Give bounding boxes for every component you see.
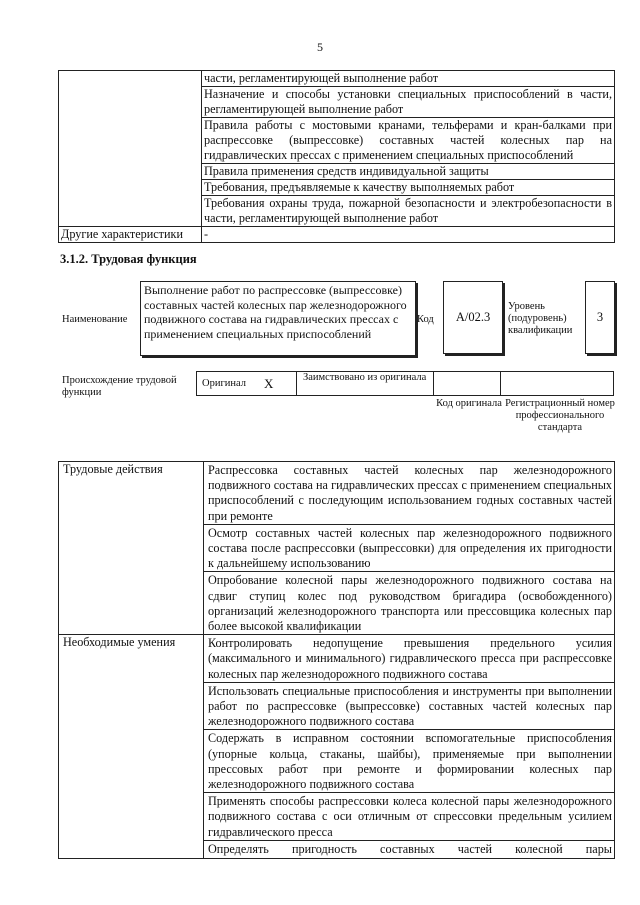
action-item: Опробование колесной пары железнодорожного подвижного состава на сдвиг ступиц колес под руководством бригадира (освобожденного) организаций железнодорожного транспорта или прессовщика колесных пар более высокой квалификации bbox=[204, 572, 615, 635]
actions-label: Трудовые действия bbox=[59, 462, 204, 635]
table-cell: Правила работы с мостовыми кранами, тельферами и кран-балками при распрессовке (выпрессовке) составных частей колесных пар на гидравлических прессах с применением специальных приспособлений bbox=[202, 118, 615, 164]
other-characteristics-value: - bbox=[202, 227, 615, 243]
reg-number-cell bbox=[501, 372, 614, 396]
origin-label: Происхождение трудовой функции bbox=[62, 375, 177, 398]
table-cell: Требования, предъявляемые к качеству выполняемых работ bbox=[202, 180, 615, 196]
code-original-caption: Код оригинала bbox=[436, 398, 502, 409]
level-value: 3 bbox=[585, 281, 615, 354]
function-code: А/02.3 bbox=[443, 281, 503, 354]
code-label: Код bbox=[417, 314, 434, 325]
table-row bbox=[197, 372, 614, 396]
top-table bbox=[58, 70, 615, 243]
code-original-cell bbox=[434, 372, 501, 396]
origin-table bbox=[196, 371, 614, 396]
section-heading: 3.1.2. Трудовая функция bbox=[60, 252, 197, 266]
table-row bbox=[59, 227, 615, 243]
skill-item: Содержать в исправном состоянии вспомогательные приспособления (упорные кольца, стаканы, шайбы), применяемые при выполнении прессовых работ при ремонте и формировании колесных пар железнодорожного подвижного состава bbox=[204, 730, 615, 793]
action-item: Распрессовка составных частей колесных пар железнодорожного подвижного состава на гидравлических прессах с применением специальных приспособлений с последующим использованием годных составных частей при ремонте bbox=[204, 462, 615, 525]
main-table bbox=[58, 461, 615, 859]
table-cell: Правила применения средств индивидуальной защиты bbox=[202, 164, 615, 180]
function-name-box bbox=[140, 281, 416, 356]
level-label: Уровень (подуровень) квалификации bbox=[508, 301, 573, 336]
original-label: Оригинал bbox=[197, 372, 263, 396]
table-cell: Требования охраны труда, пожарной безопасности и электробезопасности в части, регламентирующей выполнение работ bbox=[202, 196, 615, 227]
reg-number-caption: Регистрационный номер профессионального стандарта bbox=[505, 398, 615, 433]
page-number: 5 bbox=[317, 40, 323, 54]
empty-cell bbox=[59, 71, 202, 227]
table-cell: части, регламентирующей выполнение работ bbox=[202, 71, 615, 87]
table-row bbox=[59, 462, 615, 525]
skill-item: Контролировать недопущение превышения предельного усилия (максимального и минимального) гидравлического пресса при распрессовке колесных пар железнодорожного подвижного состава bbox=[204, 635, 615, 683]
borrowed-label: Заимствовано из оригинала bbox=[297, 372, 434, 396]
skill-item: Определять пригодность составных частей колесной пары bbox=[204, 840, 615, 858]
table-cell: Назначение и способы установки специальных приспособлений в части, регламентирующей выполнение работ bbox=[202, 87, 615, 118]
other-characteristics-label: Другие характеристики bbox=[59, 227, 202, 243]
table-row bbox=[59, 635, 615, 683]
action-item: Осмотр составных частей колесных пар железнодорожного подвижного состава после распрессовки (выпрессовки) для определения их пригодности к дальнейшему использованию bbox=[204, 524, 615, 572]
function-name: Выполнение работ по распрессовке (выпрессовке) составных частей колесных пар железнодорожного подвижного состава на гидравлических прессах с применением специальных приспособлений bbox=[144, 283, 407, 341]
skill-item: Использовать специальные приспособления и инструменты при выполнении работ по распрессовке (выпрессовке) составных частей колесных пар железнодорожного подвижного состава bbox=[204, 682, 615, 730]
original-mark: X bbox=[262, 372, 297, 396]
skills-label: Необходимые умения bbox=[59, 635, 204, 859]
table-row bbox=[59, 71, 615, 87]
skill-item: Применять способы распрессовки колеса колесной пары железнодорожного подвижного состава с оси отличным от спрессовки предельным усилием гидравлического пресса bbox=[204, 793, 615, 841]
name-label: Наименование bbox=[62, 314, 128, 325]
